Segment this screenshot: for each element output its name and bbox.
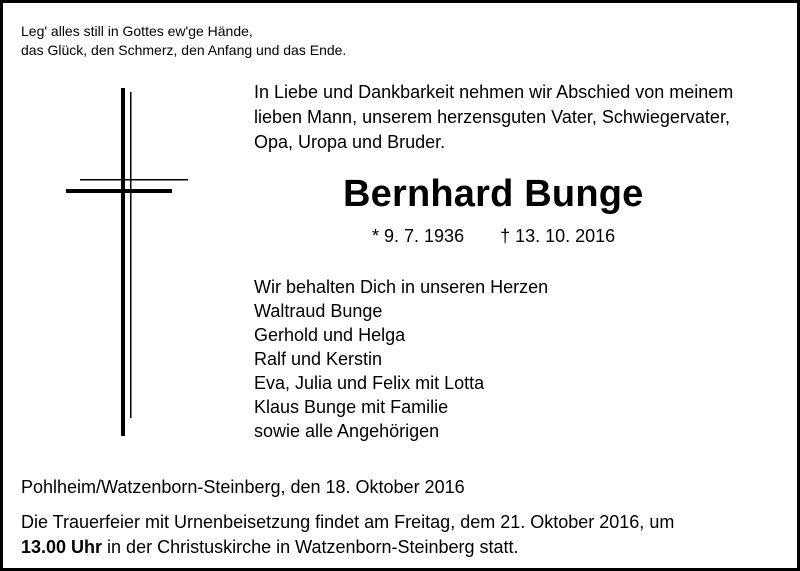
intro-line-1: In Liebe und Dankbarkeit nehmen wir Abschied von meinem [254, 82, 734, 102]
cross-icon [66, 88, 188, 438]
service-line-1: Die Trauerfeier mit Urnenbeisetzung findet am Freitag, dem 21. Oktober 2016, um [21, 512, 675, 532]
birth-date: * 9. 7. 1936 [372, 226, 465, 246]
mourner-line: Wir behalten Dich in unseren Herzen [254, 277, 549, 297]
mourner-line: Klaus Bunge mit Familie [254, 397, 449, 417]
mourner-line: Eva, Julia und Felix mit Lotta [254, 373, 485, 393]
intro-line-2: lieben Mann, unserem herzensguten Vater, Schwiegervater, [254, 107, 730, 127]
deceased-name: Bernhard Bunge [343, 173, 644, 215]
death-date: † 13. 10. 2016 [500, 226, 616, 246]
place-date: Pohlheim/Watzenborn-Steinberg, den 18. Oktober 2016 [21, 477, 465, 497]
mourner-line: Ralf und Kerstin [254, 349, 383, 369]
life-dates [372, 226, 615, 247]
intro-text [254, 80, 733, 155]
mourner-line: Waltraud Bunge [254, 301, 383, 321]
epigraph-line-1: Leg' alles still in Gottes ew'ge Hände, [21, 23, 253, 39]
epigraph-line-2: das Glück, den Schmerz, den Anfang und das Ende. [21, 42, 347, 58]
mourners-list [254, 275, 548, 443]
epigraph [21, 22, 346, 60]
service-time: 13.00 Uhr [21, 537, 103, 557]
intro-line-3: Opa, Uropa und Bruder. [254, 132, 446, 152]
service-line-2-rest: in der Christuskirche in Watzenborn-Steinberg statt. [102, 537, 519, 557]
service-info [21, 510, 674, 560]
mourner-line: sowie alle Angehörigen [254, 421, 440, 441]
mourner-line: Gerhold und Helga [254, 325, 406, 345]
service-line-2 [21, 535, 674, 560]
